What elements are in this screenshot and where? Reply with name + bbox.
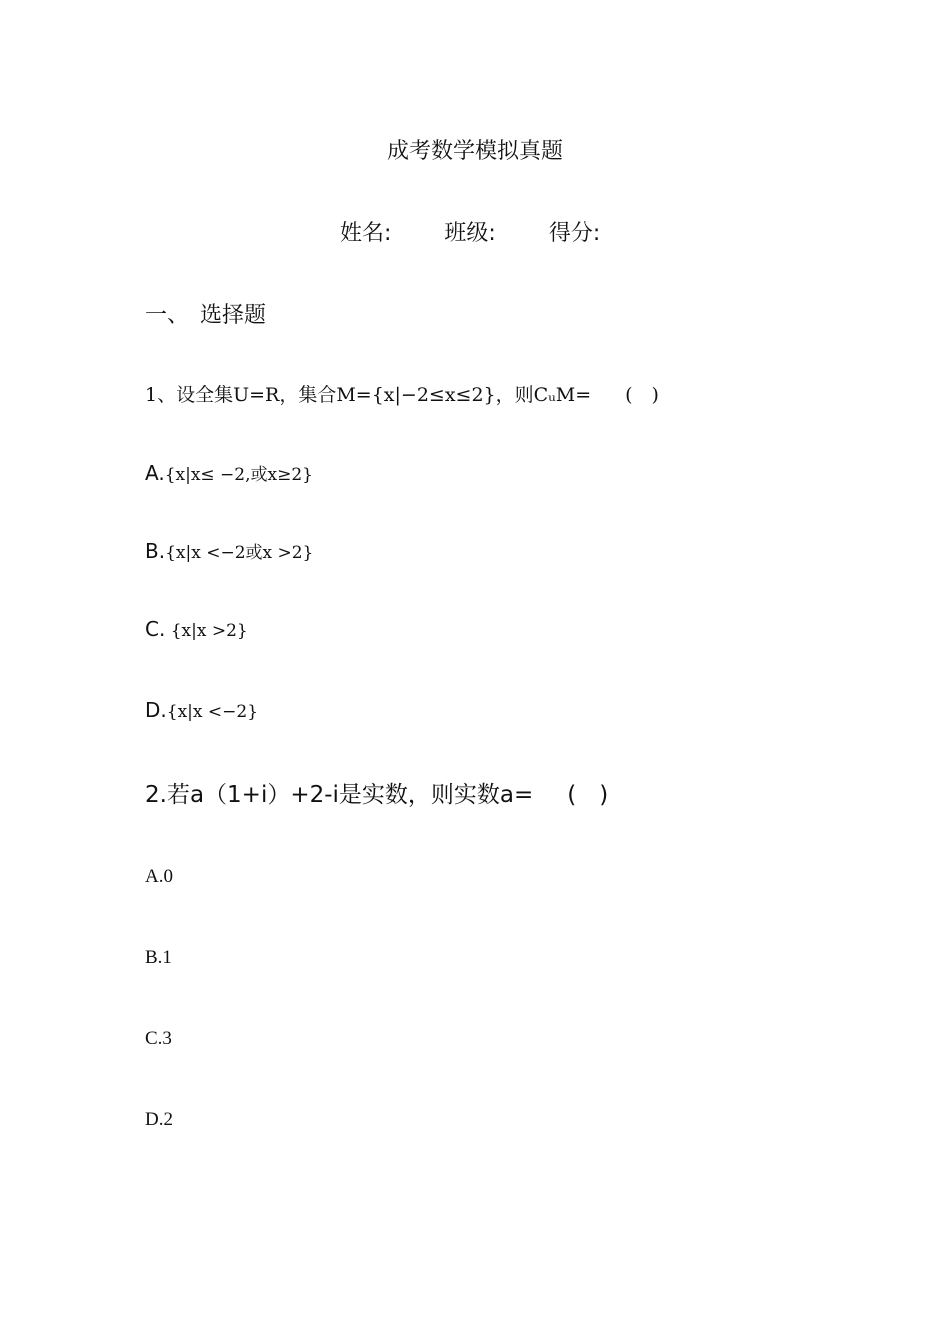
question-2-option-d: D.2 <box>145 1109 173 1130</box>
question-2-text: 2.若a（1+i）+2-i是实数，则实数a= <box>145 782 534 808</box>
answer-blank: ( ) <box>567 782 609 808</box>
question-2-option-c: C.3 <box>145 1028 172 1049</box>
class-label: 班级: <box>444 221 496 246</box>
option-label: B. <box>145 539 166 563</box>
question-2 <box>145 776 608 809</box>
question-2-option-b: B.1 <box>145 947 172 968</box>
option-math: {x|x <−2} <box>166 702 259 722</box>
name-label: 姓名: <box>340 221 392 246</box>
question-1-option-d <box>145 698 258 722</box>
question-2-option-a: A.0 <box>145 866 173 887</box>
score-label: 得分: <box>548 221 601 246</box>
option-label: A. <box>145 461 165 485</box>
option-math: {x|x >2} <box>165 621 248 641</box>
option-label: D. <box>145 698 167 722</box>
question-1-option-a <box>145 460 313 485</box>
question-1-text: 1、设全集U=R，集合M={x|−2≤x≤2}，则CᵤM= <box>145 384 592 406</box>
student-info-line <box>340 216 600 247</box>
section-heading: 一、 选择题 <box>145 303 267 328</box>
question-1-option-c <box>145 617 248 641</box>
answer-blank: ( ) <box>625 384 659 406</box>
option-label: C. <box>145 617 166 641</box>
question-1-option-b <box>145 538 313 563</box>
option-math: {x|x≤ −2,或x≥2} <box>164 465 313 485</box>
page-title: 成考数学模拟真题 <box>386 139 563 164</box>
option-math: {x|x <−2或x >2} <box>165 543 314 563</box>
question-1 <box>145 380 659 407</box>
